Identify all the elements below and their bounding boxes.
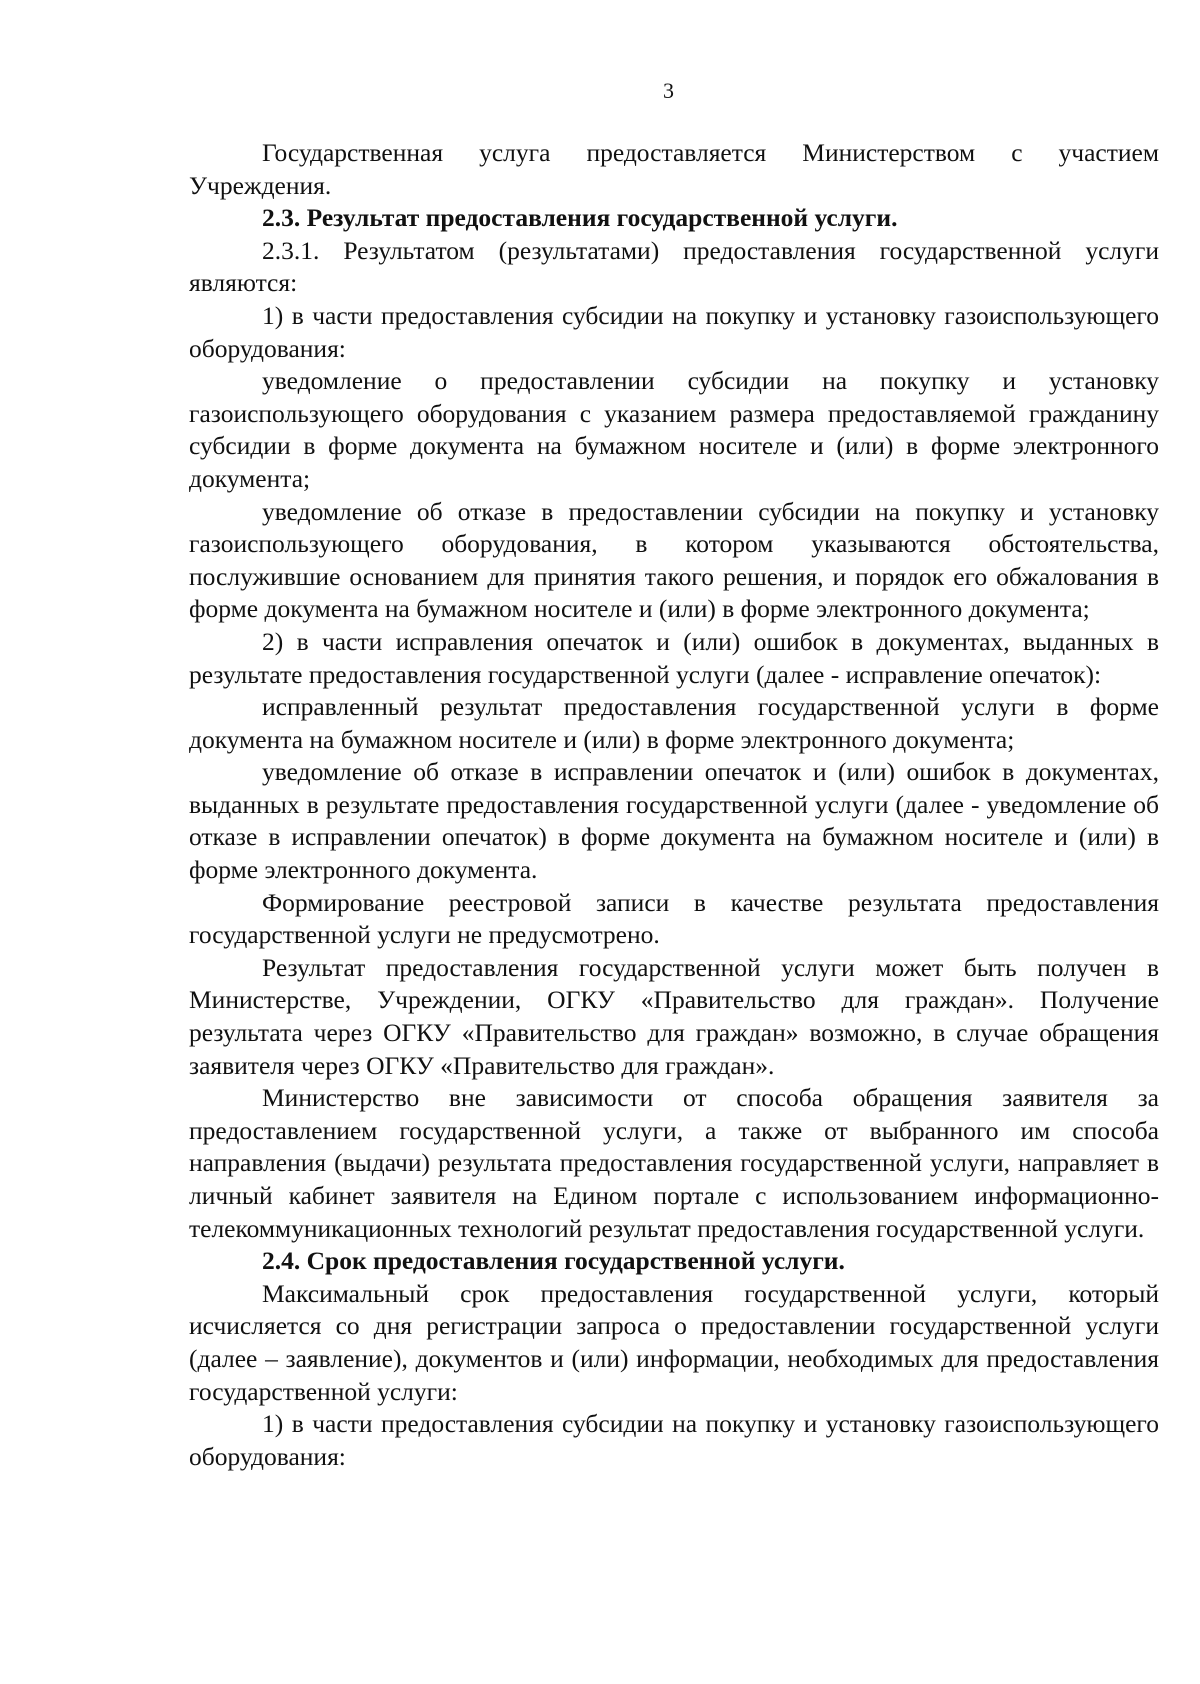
paragraph-max-term: Максимальный срок предоставления государственной услуги, который исчисляется со дня регистрации запроса о предоставлении государственной услуги (далее – заявление), документов и (или) информации, необходимых для предоставления государственной услуги: [189,1278,1159,1406]
paragraph-notice-correction-refused: уведомление об отказе в исправлении опечаток и (или) ошибок в документах, выданных в результате предоставления государственной услуги (далее - уведомление об отказе в исправлении опечаток) в форме документа на бумажном носителе и (или) в форме электронного документа. [189,757,1159,885]
section-heading-2-4: 2.4. Срок предоставления государственной услуги. [262,1246,845,1276]
paragraph-item-2-corrections: 2) в части исправления опечаток и (или) ошибок в документах, выданных в результате предоставления государственной услуги (далее - исправление опечаток): [189,626,1159,689]
paragraph-item-1-subsidy: 1) в части предоставления субсидии на покупку и установку газоиспользующего оборудования: [189,300,1159,363]
paragraph-ministry-delivery: Министерство вне зависимости от способа обращения заявителя за предоставлением государственной услуги, а также от выбранного им способа направления (выдачи) результата предоставления государственной услуги, направляет в личный кабинет заявителя на Едином портале с использованием информационно-телекоммуникационных технологий результат предоставления государственной услуги. [189,1083,1159,1243]
paragraph-corrected-result: исправленный результат предоставления государственной услуги в форме документа на бумажном носителе и (или) в форме электронного документа; [189,692,1159,754]
page-number: 3 [663,78,674,103]
paragraph-2-3-1: 2.3.1. Результатом (результатами) предоставления государственной услуги являются: [189,235,1159,298]
paragraph-service-provider: Государственная услуга предоставляется Министерством с участием Учреждения. [189,138,1159,200]
section-heading-2-3: 2.3. Результат предоставления государственной услуги. [262,203,898,233]
paragraph-registry-record: Формирование реестровой записи в качестве результата предоставления государственной услуги не предусмотрено. [189,887,1159,950]
paragraph-result-obtaining: Результат предоставления государственной услуги может быть получен в Министерстве, Учреждении, ОГКУ «Правительство для граждан». Получение результата через ОГКУ «Правительство для граждан» возможно, в случае обращения заявителя через ОГКУ «Правительство для граждан». [189,952,1159,1080]
paragraph-notice-subsidy-granted: уведомление о предоставлении субсидии на покупку и установку газоиспользующего оборудования с указанием размера предоставляемой гражданину субсидии в форме документа на бумажном носителе и (или) в форме электронного документа; [189,366,1159,493]
document-body [189,137,1159,1473]
paragraph-notice-subsidy-refused: уведомление об отказе в предоставлении субсидии на покупку и установку газоиспользующего оборудования, в котором указываются обстоятельства, послужившие основанием для принятия такого решения, и порядок его обжалования в форме документа на бумажном носителе и (или) в форме электронного документа; [189,496,1159,624]
paragraph-item-1-subsidy-term: 1) в части предоставления субсидии на покупку и установку газоиспользующего оборудования: [189,1409,1159,1471]
